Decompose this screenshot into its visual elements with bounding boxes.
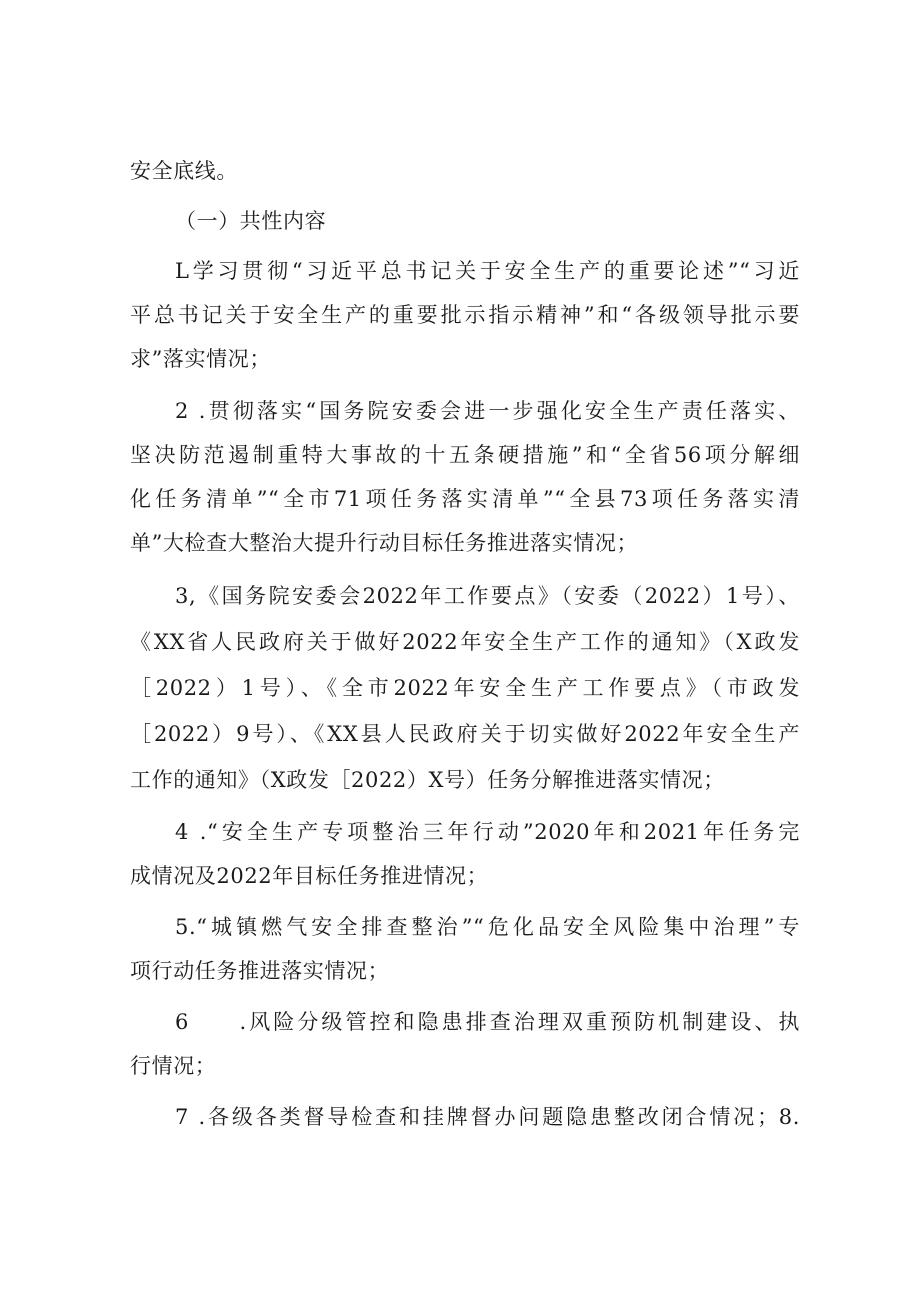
paragraph-line: 行情况； (130, 1054, 217, 1078)
paragraph-line: ［2022）9号）、《XX县人民政府关于切实做好2022年安全生产 (130, 722, 800, 746)
paragraph-line: 化任务清单”“全市71项任务落实清单”“全县73项任务落实清 (130, 487, 800, 511)
paragraph-line: 2 .贯彻落实“国务院安委会进一步强化安全生产责任落实、 (175, 399, 800, 423)
paragraph-line: 5.“城镇燃气安全排查整治”“危化品安全风险集中治理”专 (175, 915, 800, 939)
paragraph-line: 坚决防范遏制重特大事故的十五条硬措施”和“全省56项分解细 (130, 443, 800, 467)
paragraph-line: 成情况及2022年目标任务推进情况； (130, 864, 489, 888)
paragraph-line: ［2022）1号）、《全市2022年安全生产工作要点》（市政发 (130, 676, 800, 700)
paragraph-line: 《XX省人民政府关于做好2022年安全生产工作的通知》（X政发 (130, 630, 800, 654)
paragraph-line: 平总书记关于安全生产的重要批示指示精神”和“各级领导批示要 (130, 303, 800, 327)
paragraph-line: 4 .“安全生产专项整治三年行动”2020年和2021年任务完 (175, 820, 800, 844)
paragraph-line: 求”落实情况； (130, 347, 271, 371)
paragraph-line: 7 .各级各类督导检查和挂牌督办问题隐患整改闭合情况；8. (175, 1105, 800, 1129)
paragraph-line: 6 .风险分级管控和隐患排查治理双重预防机制建设、执 (175, 1010, 800, 1034)
paragraph-line: 工作的通知》（X政发［2022）X号）任务分解推进落实情况； (130, 768, 725, 792)
paragraph-line: 项行动任务推进落实情况； (130, 959, 390, 983)
paragraph-line: 安全底线。 (130, 159, 238, 183)
paragraph-line: L学习贯彻“习近平总书记关于安全生产的重要论述”“习近 (175, 259, 800, 283)
paragraph-line: 3,《国务院安委会2022年工作要点》（安委（2022）1号）、 (175, 584, 800, 608)
paragraph-line: 单”大检查大整治大提升行动目标任务推进落实情况； (130, 531, 639, 555)
section-heading: （一）共性内容 (175, 209, 327, 233)
